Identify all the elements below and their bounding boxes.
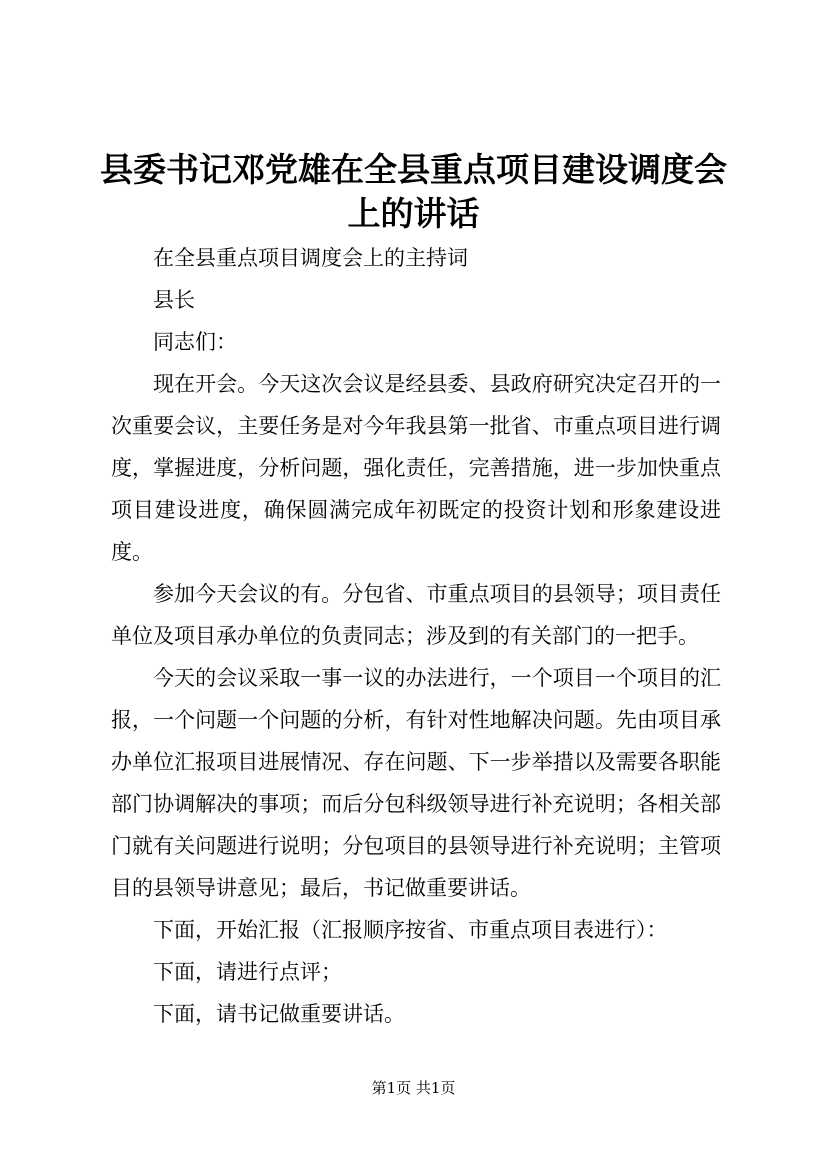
page-footer: 第1页 共1页 bbox=[371, 1079, 456, 1097]
document-body bbox=[111, 237, 721, 1035]
paragraph-comment: 下面，请进行点评； bbox=[153, 960, 342, 984]
paragraph-salutation: 同志们： bbox=[153, 330, 237, 354]
paragraph-report-start: 下面，开始汇报（汇报顺序按省、市重点项目表进行）： bbox=[153, 918, 668, 942]
paragraph-procedure: 今天的会议采取一事一议的办法进行，一个项目一个项目的汇报，一个问题一个问题的分析，有针对性地解决问题。先由项目承办单位汇报项目进展情况、存在问题、下一步举措以及需要各职能部门协调解决的事项；而后分包科级领导进行补充说明；各相关部门就有关问题进行说明；分包项目的县领导进行补充说明；主管项目的县领导讲意见；最后，书记做重要讲话。 bbox=[111, 666, 721, 900]
paragraph-attendees: 参加今天会议的有。分包省、市重点项目的县领导；项目责任单位及项目承办单位的负责同志；涉及到的有关部门的一把手。 bbox=[111, 582, 721, 648]
paragraph-speaker: 县长 bbox=[153, 288, 195, 312]
paragraph-closing: 下面，请书记做重要讲话。 bbox=[153, 1002, 405, 1026]
paragraph-opening: 现在开会。今天这次会议是经县委、县政府研究决定召开的一次重要会议，主要任务是对今年我县第一批省、市重点项目进行调度，掌握进度，分析问题，强化责任，完善措施，进一步加快重点项目建设进度，确保圆满完成年初既定的投资计划和形象建设进度。 bbox=[111, 372, 721, 564]
paragraph-subtitle: 在全县重点项目调度会上的主持词 bbox=[153, 246, 468, 270]
document-title: 县委书记邓党雄在全县重点项目建设调度会上的讲话 bbox=[100, 150, 727, 233]
